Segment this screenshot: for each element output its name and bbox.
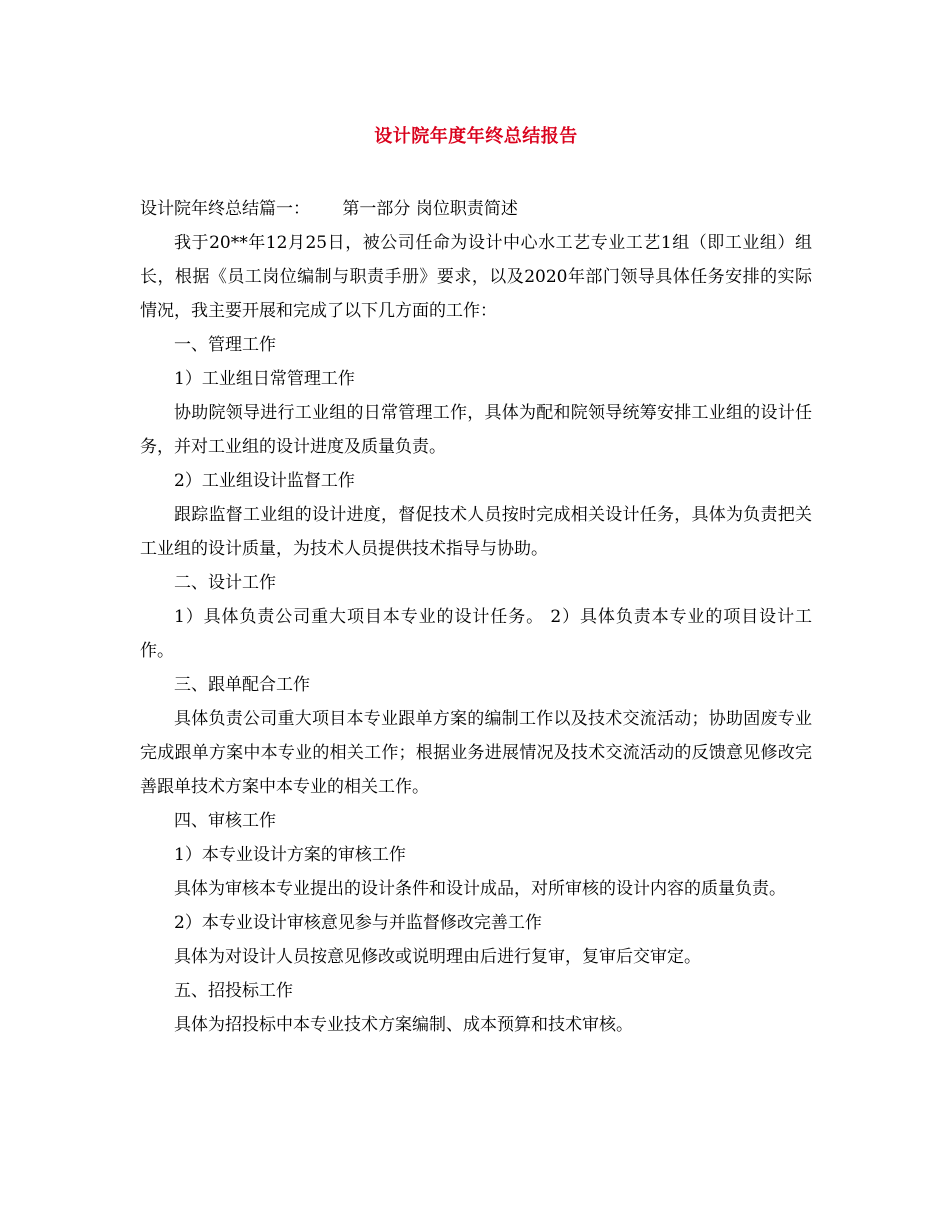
subsection-heading: 2）本专业设计审核意见参与并监督修改完善工作 (174, 913, 542, 933)
section-heading: 四、审核工作 (174, 811, 276, 831)
section-heading: 三、跟单配合工作 (174, 675, 310, 695)
paragraph: 具体为招投标中本专业技术方案编制、成本预算和技术审核。 (174, 1015, 633, 1035)
paragraph: 具体为审核本专业提出的设计条件和设计成品，对所审核的设计内容的质量负责。 (174, 879, 786, 899)
paragraph: 协助院领导进行工业组的日常管理工作，具体为配和院领导统筹安排工业组的设计任务，并对工业组的设计进度及质量负责。 (140, 403, 812, 457)
section-heading: 一、管理工作 (174, 335, 276, 355)
subsection-heading: 1）本专业设计方案的审核工作 (174, 845, 406, 865)
paragraph: 设计院年终总结篇一： 第一部分 岗位职责简述 (140, 199, 518, 219)
document-title: 设计院年度年终总结报告 (374, 126, 578, 147)
section-heading: 五、招投标工作 (174, 981, 293, 1001)
subsection-heading: 2）工业组设计监督工作 (174, 471, 355, 491)
subsection-heading: 1）工业组日常管理工作 (174, 369, 355, 389)
paragraph: 具体负责公司重大项目本专业跟单方案的编制工作以及技术交流活动；协助固废专业完成跟单方案中本专业的相关工作；根据业务进展情况及技术交流活动的反馈意见修改完善跟单技术方案中本专业的相关工作。 (140, 709, 812, 797)
paragraph: 跟踪监督工业组的设计进度，督促技术人员按时完成相关设计任务，具体为负责把关工业组的设计质量，为技术人员提供技术指导与协助。 (140, 505, 812, 559)
document-body (140, 192, 812, 1042)
paragraph: 具体为对设计人员按意见修改或说明理由后进行复审，复审后交审定。 (174, 947, 701, 967)
paragraph: 1）具体负责公司重大项目本专业的设计任务。 2）具体负责本专业的项目设计工作。 (140, 607, 812, 661)
section-heading: 二、设计工作 (174, 573, 276, 593)
paragraph: 我于20**年12月25日，被公司任命为设计中心水工艺专业工艺1组（即工业组）组长，根据《员工岗位编制与职责手册》要求，以及2020年部门领导具体任务安排的实际情况，我主要开展和完成了以下几方面的工作： (140, 233, 812, 321)
